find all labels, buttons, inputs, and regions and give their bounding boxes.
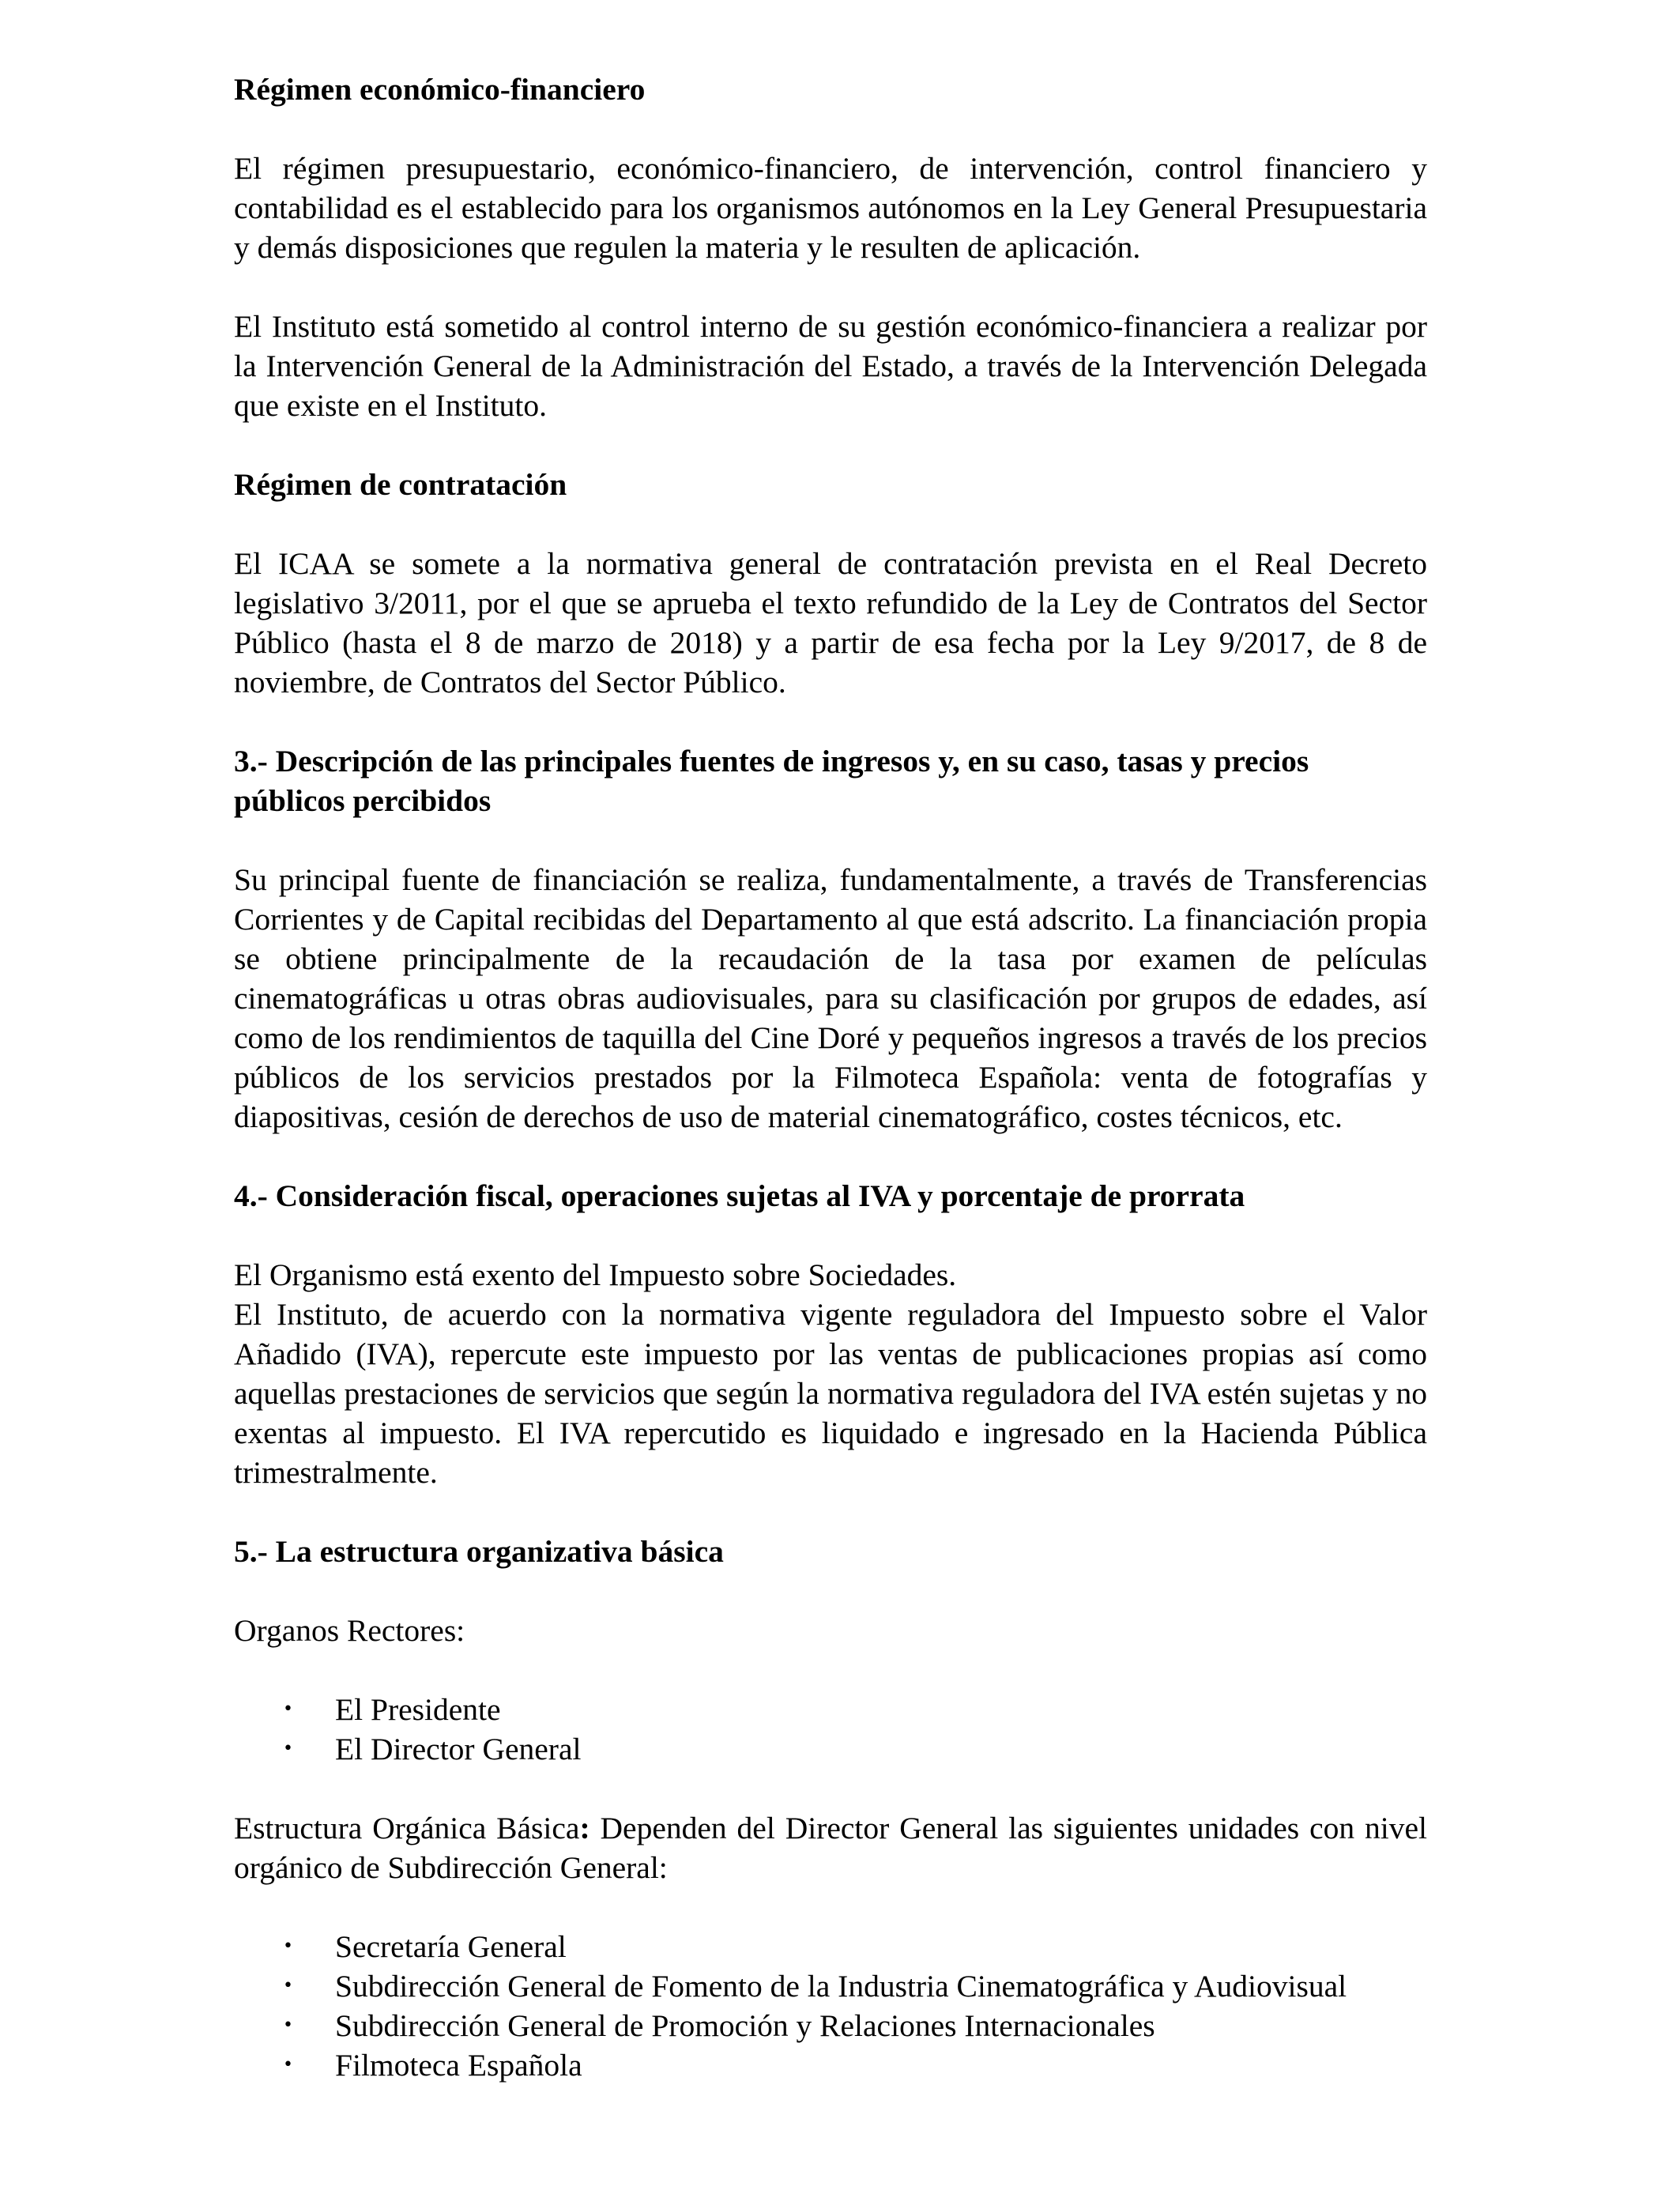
- paragraph-iva: El Instituto, de acuerdo con la normativa vigente reguladora del Impuesto sobre el Valor Añadido (IVA), repercute este impuesto por las ventas de publicaciones propias así como aquellas prestaciones de servicios que según la normativa reguladora del IVA estén sujetas y no exentas al impuesto. El IVA repercutido es liquidado e ingresado en la Hacienda Pública trimestralmente.: [234, 1297, 1427, 1490]
- heading-estructura-organizativa: 5.- La estructura organizativa básica: [234, 1534, 724, 1569]
- list-item-text: Secretaría General: [335, 1929, 567, 1964]
- paragraph-estructura-organica: [234, 1808, 1427, 1887]
- list-item: [234, 1966, 1427, 2006]
- organos-rectores-label: Organos Rectores:: [234, 1613, 465, 1648]
- bullet-icon: •: [283, 2015, 293, 2035]
- heading-consideracion-fiscal: 4.- Consideración fiscal, operaciones sujetas al IVA y porcentaje de prorrata: [234, 1178, 1245, 1213]
- unidades-list: [234, 1927, 1427, 2085]
- paragraph-exento-sociedades: El Organismo está exento del Impuesto sobre Sociedades.: [234, 1257, 957, 1292]
- bullet-icon: •: [283, 2055, 293, 2075]
- list-item-text: Subdirección General de Promoción y Relaciones Internacionales: [335, 2008, 1155, 2043]
- heading-regimen-economico: Régimen económico-financiero: [234, 72, 646, 107]
- list-item: [234, 2045, 1427, 2085]
- estructura-organica-label: Estructura Orgánica Básica: [234, 1811, 580, 1845]
- list-item-text: El Presidente: [335, 1692, 501, 1727]
- paragraph-contratacion: El ICAA se somete a la normativa general de contratación prevista en el Real Decreto legislativo 3/2011, por el que se aprueba el texto refundido de la Ley de Contratos del Sector Público (hasta el 8 de marzo de 2018) y a partir de esa fecha por la Ley 9/2017, de 8 de noviembre, de Contratos del Sector Público.: [234, 546, 1427, 699]
- estructura-colon: :: [579, 1811, 590, 1845]
- bullet-icon: •: [283, 1976, 293, 1996]
- list-item-text: El Director General: [335, 1732, 582, 1766]
- bullet-icon: •: [283, 1739, 293, 1759]
- heading-fuentes-ingresos: 3.- Descripción de las principales fuentes de ingresos y, en su caso, tasas y precios públicos percibidos: [234, 744, 1309, 818]
- document-page: [234, 70, 1427, 2085]
- paragraph-control-interno: El Instituto está sometido al control interno de su gestión económico-financiera a realizar por la Intervención General de la Administración del Estado, a través de la Intervención Delegada que existe en el Instituto.: [234, 309, 1427, 423]
- list-item-text: Filmoteca Española: [335, 2048, 582, 2083]
- estructura-organica-text: Dependen del Director General las siguientes unidades con nivel orgánico de Subdirección General:: [234, 1811, 1427, 1885]
- organos-rectores-list: [234, 1690, 1427, 1769]
- list-item: [234, 1729, 1427, 1769]
- list-item-text: Subdirección General de Fomento de la Industria Cinematográfica y Audiovisual: [335, 1969, 1347, 2004]
- paragraph-financiacion: Su principal fuente de financiación se realiza, fundamentalmente, a través de Transferencias Corrientes y de Capital recibidas del Departamento al que está adscrito. La financiación propia se obtiene principalmente de la recaudación de la tasa por examen de películas cinematográficas u otras obras audiovisuales, para su clasificación por grupos de edades, así como de los rendimientos de taquilla del Cine Doré y pequeños ingresos a través de los precios públicos de los servicios prestados por la Filmoteca Española: venta de fotografías y diapositivas, cesión de derechos de uso de material cinematográfico, costes técnicos, etc.: [234, 862, 1427, 1134]
- bullet-icon: •: [283, 1936, 293, 1956]
- paragraph-regimen-presupuestario: El régimen presupuestario, económico-financiero, de intervención, control financiero y contabilidad es el establecido para los organismos autónomos en la Ley General Presupuestaria y demás disposiciones que regulen la materia y le resulten de aplicación.: [234, 151, 1427, 265]
- list-item: [234, 1690, 1427, 1729]
- list-item: [234, 2006, 1427, 2045]
- list-item: [234, 1927, 1427, 1966]
- bullet-icon: •: [283, 1699, 293, 1719]
- heading-regimen-contratacion: Régimen de contratación: [234, 467, 567, 502]
